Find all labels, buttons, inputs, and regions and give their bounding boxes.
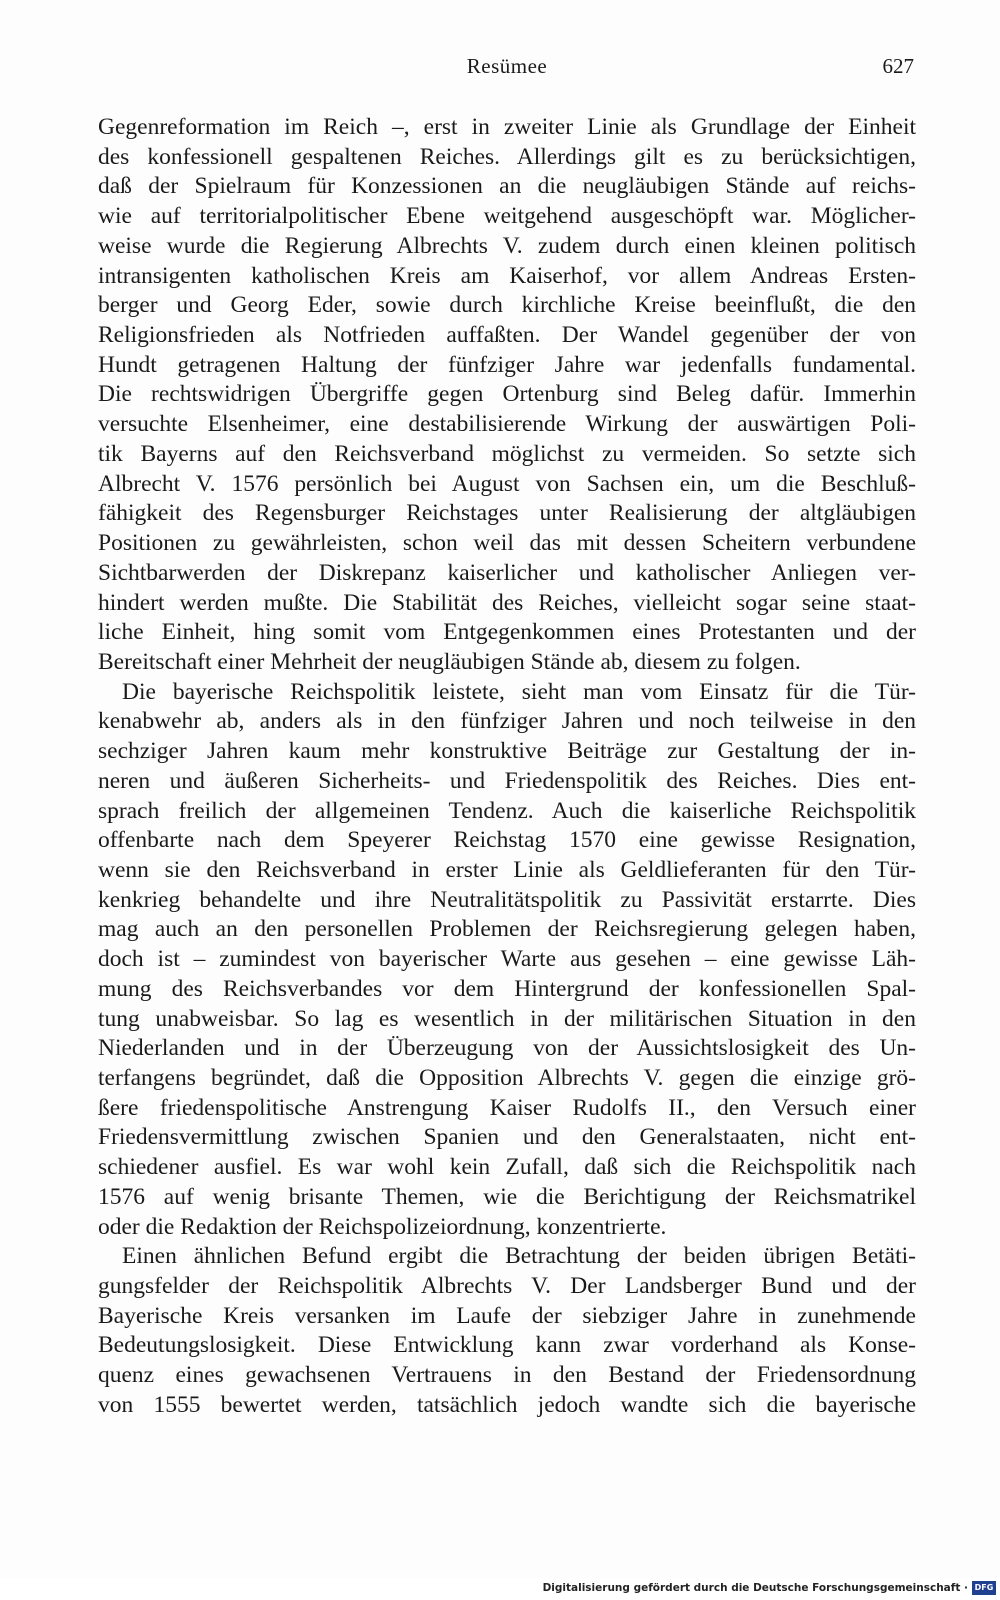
text-line: versuchte Elsenheimer, eine destabilisierende Wirkung der auswärtigen Poli-	[98, 411, 916, 438]
text-line: Gegenreformation im Reich –, erst in zweiter Linie als Grundlage der Einheit	[98, 114, 916, 140]
text-line: Positionen zu gewährleisten, schon weil das mit dessen Scheitern verbundene	[98, 530, 916, 557]
text-line: schiedener ausfiel. Es war wohl kein Zufall, daß sich die Reichspolitik nach	[98, 1154, 916, 1181]
text-line: wie auf territorialpolitischer Ebene weitgehend ausgeschöpft war. Möglicher-	[98, 203, 916, 230]
body-text	[98, 113, 916, 1421]
paragraph-start-line: Einen ähnlichen Befund ergibt die Betrachtung der beiden übrigen Betäti-	[122, 1243, 916, 1270]
text-line: weise wurde die Regierung Albrechts V. zudem durch einen kleinen politisch	[98, 232, 916, 259]
text-line: Hundt getragenen Haltung der fünfziger Jahre war jedenfalls fundamental.	[98, 351, 916, 378]
text-line: von 1555 bewertet werden, tatsächlich jedoch wandte sich die bayerische	[98, 1391, 916, 1418]
text-line: Bedeutungslosigkeit. Diese Entwicklung kann zwar vorderhand als Konse-	[98, 1332, 916, 1359]
text-line: Friedensvermittlung zwischen Spanien und den Generalstaaten, nicht ent-	[98, 1124, 916, 1151]
text-line: quenz eines gewachsenen Vertrauens in den Bestand der Friedensordnung	[98, 1362, 916, 1389]
text-line: Bereitschaft einer Mehrheit der neugläubigen Stände ab, diesem zu folgen.	[98, 648, 801, 675]
text-line: terfangens begründet, daß die Opposition Albrechts V. gegen die einzige grö-	[98, 1065, 916, 1091]
dfg-logo: DFG	[972, 1581, 996, 1595]
text-line: ßere friedenspolitische Anstrengung Kaiser Rudolfs II., den Versuch einer	[98, 1094, 916, 1121]
text-line: neren und äußeren Sicherheits- und Friedenspolitik des Reiches. Dies ent-	[98, 767, 916, 794]
text-line: kenkrieg behandelte und ihre Neutralitätspolitik zu Passivität erstarrte. Dies	[98, 886, 916, 913]
text-line: 1576 auf wenig brisante Themen, wie die Berichtigung der Reichsmatrikel	[98, 1183, 916, 1210]
text-line: des konfessionell gespaltenen Reiches. Allerdings gilt es zu berücksichtigen,	[98, 143, 916, 170]
page-number: 627	[882, 54, 914, 78]
text-line: wenn sie den Reichsverband in erster Linie als Geldlieferanten für den Tür-	[98, 856, 916, 883]
text-line: Bayerische Kreis versanken im Laufe der siebziger Jahre in zunehmende	[98, 1302, 916, 1329]
text-line: intransigenten katholischen Kreis am Kaiserhof, vor allem Andreas Ersten-	[98, 262, 916, 289]
paragraph-start-line: Die bayerische Reichspolitik leistete, sieht man vom Einsatz für die Tür-	[122, 678, 916, 705]
text-line: daß der Spielraum für Konzessionen an die neugläubigen Stände auf reichs-	[98, 173, 916, 200]
text-line: liche Einheit, hing somit vom Entgegenkommen eines Protestanten und der	[98, 619, 916, 646]
text-line: Religionsfrieden als Notfrieden auffaßten. Der Wandel gegenüber der von	[98, 322, 916, 349]
text-line: mung des Reichsverbandes vor dem Hintergrund der konfessionellen Spal-	[98, 975, 916, 1002]
text-line: doch ist – zumindest von bayerischer Warte aus gesehen – eine gewisse Läh-	[98, 946, 916, 973]
text-line: oder die Redaktion der Reichspolizeiordnung, konzentrierte.	[98, 1213, 667, 1240]
text-line: Niederlanden und in der Überzeugung von der Aussichtslosigkeit des Un-	[98, 1035, 916, 1062]
text-line: hindert werden mußte. Die Stabilität des Reiches, vielleicht sogar seine staat-	[98, 589, 916, 616]
text-line: kenabwehr ab, anders als in den fünfziger Jahren und noch teilweise in den	[98, 708, 916, 735]
running-head	[100, 54, 914, 84]
text-line: gungsfelder der Reichspolitik Albrechts V. Der Landsberger Bund und der	[98, 1273, 916, 1300]
text-line: Die rechtswidrigen Übergriffe gegen Ortenburg sind Beleg dafür. Immerhin	[98, 381, 916, 408]
digitization-footer	[0, 1578, 1000, 1600]
text-line: tik Bayerns auf den Reichsverband möglichst zu vermeiden. So setzte sich	[98, 440, 916, 467]
text-line: Albrecht V. 1576 persönlich bei August von Sachsen ein, um die Beschluß-	[98, 470, 916, 497]
text-line: Sichtbarwerden der Diskrepanz kaiserlicher und katholischer Anliegen ver-	[98, 559, 916, 586]
text-line: berger und Georg Eder, sowie durch kirchliche Kreise beeinflußt, die den	[98, 292, 916, 319]
text-line: sprach freilich der allgemeinen Tendenz. Auch die kaiserliche Reichspolitik	[98, 797, 916, 824]
running-title: Resümee	[466, 54, 548, 78]
funding-credit: Digitalisierung gefördert durch die Deutsche Forschungsgemeinschaft ·	[542, 1582, 968, 1594]
text-line: offenbarte nach dem Speyerer Reichstag 1570 eine gewisse Resignation,	[98, 827, 916, 854]
text-line: mag auch an den personellen Problemen der Reichsregierung gelegen haben,	[98, 916, 916, 943]
text-line: sechziger Jahren kaum mehr konstruktive Beiträge zur Gestaltung der in-	[98, 738, 916, 765]
text-line: fähigkeit des Regensburger Reichstages unter Realisierung der altgläubigen	[98, 500, 916, 527]
text-line: tung unabweisbar. So lag es wesentlich in der militärischen Situation in den	[98, 1005, 916, 1032]
